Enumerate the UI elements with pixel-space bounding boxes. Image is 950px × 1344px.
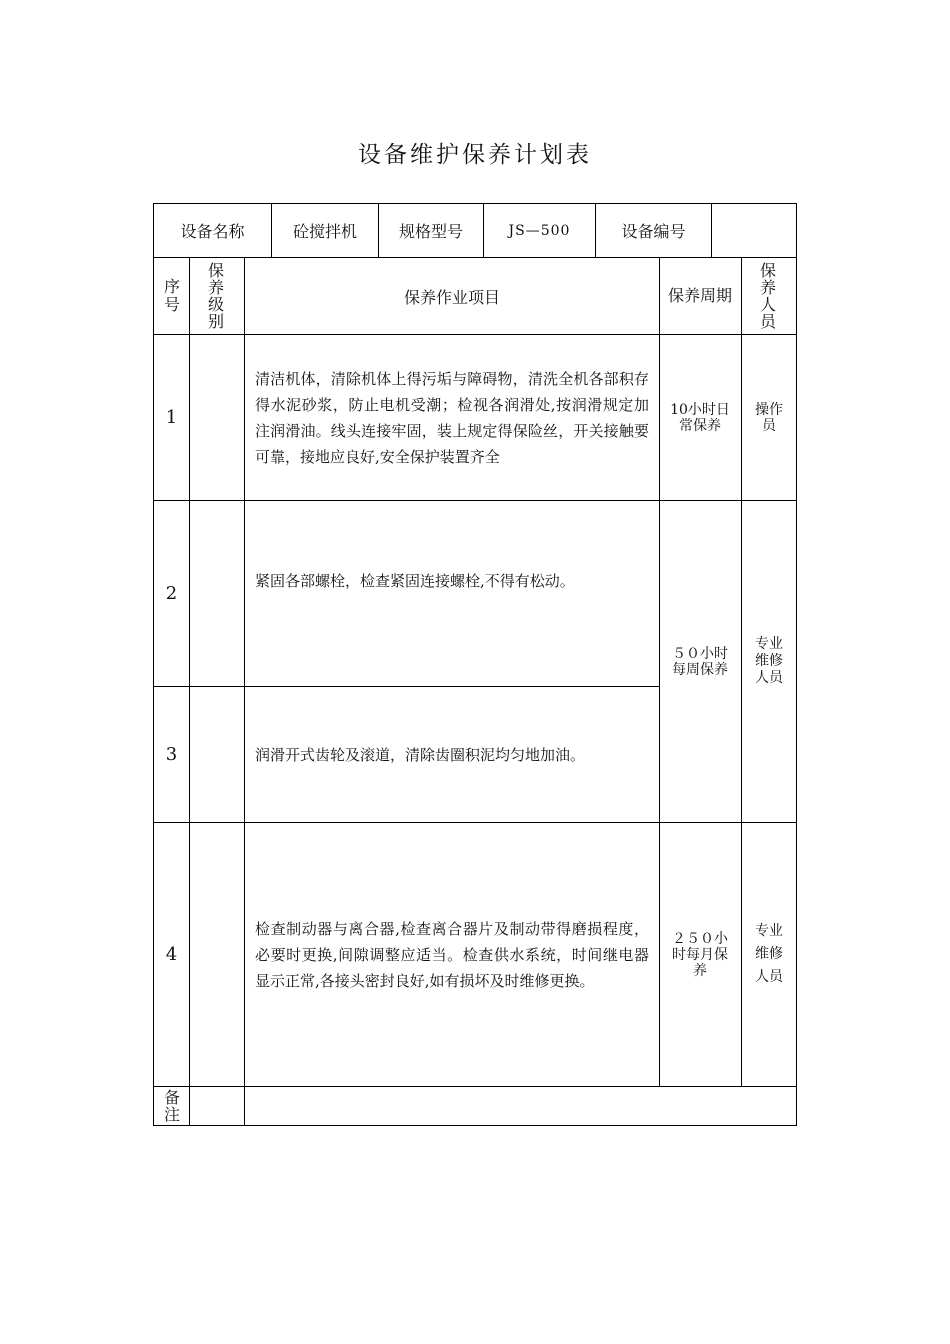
- row-4-seq: 4: [165, 944, 178, 965]
- row-2-items: 紧固各部螺栓，检查紧固连接螺栓,不得有松动。: [255, 572, 575, 590]
- column-items-header: 保养作业项目: [403, 287, 500, 307]
- model-value: JS—500: [508, 222, 571, 239]
- column-staff-header: 保养人员: [759, 261, 776, 331]
- equipment-code-value: [712, 204, 796, 257]
- page-title: 设备维护保养计划表: [358, 142, 592, 168]
- row-1-seq: 1: [165, 407, 178, 428]
- rows-2-3-cycle: ５０小时每周保养: [672, 645, 728, 678]
- row-1-items: 清洁机体，清除机体上得污垢与障碍物，清洗全机各部积存得水泥砂浆，防止电机受潮；检视各润滑处,按润滑规定加注润滑油。线头连接牢固，装上规定得保险丝，开关接触要可靠，接地应良好,安全保护装置齐全: [255, 369, 649, 466]
- row-4-staff: 专业维修人员: [755, 923, 783, 985]
- model-label: 规格型号: [398, 222, 463, 241]
- equipment-name-value: 砼搅拌机: [292, 222, 357, 241]
- remarks-label: 备注: [163, 1088, 180, 1124]
- row-2-seq: 2: [165, 583, 178, 604]
- row-3-seq: 3: [165, 744, 178, 765]
- row-1-staff: 操作员: [755, 401, 783, 434]
- column-seq-header: 序号: [163, 277, 180, 314]
- row-1-cycle: 10小时日常保养: [670, 401, 730, 434]
- row-3-items: 润滑开式齿轮及滚道，清除齿圈积泥均匀地加油。: [255, 745, 586, 764]
- row-4-cycle: ２５０小时每月保养: [672, 930, 728, 979]
- rows-2-3-staff: 专业维修人员: [755, 636, 783, 686]
- column-cycle-header: 保养周期: [668, 286, 733, 305]
- row-4-items: 检查制动器与离合器,检查离合器片及制动带得磨损程度，必要时更换,间隙调整应适当。检查供水系统，时间继电器显示正常,各接头密封良好,如有损坏及时维修更换。: [255, 919, 649, 990]
- equipment-name-label: 设备名称: [180, 222, 245, 241]
- equipment-code-label: 设备编号: [621, 222, 686, 241]
- column-level-header: 保养级别: [207, 261, 224, 331]
